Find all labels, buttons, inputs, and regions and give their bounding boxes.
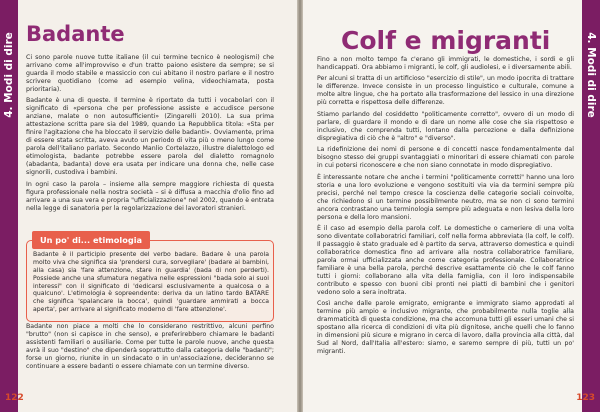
left-body-bottom: [26, 323, 274, 374]
paragraph: Per alcuni si tratta di un artificioso "esercizio di stile", un modo ipocrita di trattare le differenze. Invece consiste in un processo linguistico e culturale, comune a molte altre lingue, che ha portato alla trasformazione del lessico in una direzione più corretta e rispettosa delle differenze.: [317, 75, 574, 107]
chapter-tab-left: [0, 0, 18, 412]
paragraph: In ogni caso la parola – insieme alla sempre maggiore richiesta di questa figura professionale nella nostra società – si è diffusa a macchia d'olio fino ad arrivare a una sua vera e propria "ufficializzazione" nel 2002, quando è entrata nella legge di sanatoria per la regolarizzazione dei lavoratori stranieri.: [26, 180, 274, 212]
chapter-tab-right: [582, 0, 600, 412]
page-title-badante: Badante: [26, 22, 125, 46]
paragraph: La ridefinizione dei nomi di persone e di concetti nasce fondamentalmente dal bisogno stesso dei gruppi svantaggiati o minoritari di essere chiamati con parole in cui potersi riconoscere e che non siano connotate in modo dispregiativo.: [317, 146, 574, 170]
paragraph: È il caso ad esempio della parola colf. Le domestiche o cameriere di una volta sono diventate collaboratrici familiari, colf nella forma abbreviata (la colf, le colf). Il passaggio è stato graduale ed è partito da serva, attraverso domestica e quindi collaboratrice domestica fino ad arrivare alla nostra collaboratrice familiare, parola ormai ufficializzata anche come categoria professionale. Collaboratrice familiare è una bella parola, perché descrive esattamente ciò che le colf fanno tutti i giorni: collaborano alla vita della famiglia, con il loro indispensabile contributo e spesso con buoni cibi pronti nei piatti di bambini che i genitori vedono solo a sera inoltrata.: [317, 224, 574, 296]
paragraph: Ci sono parole nuove tutte italiane (il cui termine tecnico è neologismi) che arrivano come all'improvviso e d'un tratto paiono esistere da sempre; se si guarda il modo stabile e massiccio con cui abitano il nostro parlare e il nostro scrivere quotidiano (come ad esempio velina, videochiamata, posta prioritaria).: [26, 54, 274, 93]
left-body-top: [26, 54, 274, 216]
right-page: [303, 0, 600, 412]
etymology-text: Badante è il participio presente del verbo badare. Badare è una parola molto viva che significa sia 'prendersi cura, sorvegliare' (badare ai bambini, alla casa) sia 'fare attenzione, stare in guardia' (bada di non perderti). Possiede anche una sfumatura negativa nelle espressioni "bada solo ai suoi interessi" con il significato di 'dedicarsi esclusivamente a qualcosa o a qualcuno'. L'etimologia è sopreendente: deriva da un latino tardo BATARE che significa 'spalancare la bocca', quindi 'guardare ammirati a bocca aperta', per arrivare al significato moderno di 'fare attenzione'.: [33, 251, 269, 314]
paragraph: Fino a non molto tempo fa c'erano gli immigrati, le domestiche, i sordi e gli handicappati. Ora abbiamo i migranti, le colf, gli audiolesi, e i diversamente abili.: [317, 56, 574, 71]
etymology-box: [26, 240, 274, 322]
chapter-tab-label: 4. Modi di dire: [3, 32, 15, 118]
page-title-colf-migranti: Colf e migranti: [341, 26, 551, 55]
right-body: [317, 56, 574, 360]
chapter-tab-label: 4. Modi di dire: [585, 32, 597, 118]
page-number-left: 122: [5, 393, 24, 403]
paragraph: Badante è una di queste. Il termine è riportato da tutti i vocabolari con il significato di «persona che per professione assiste e accudisce persone anziane, malate o non autosufficienti» (Zingarelli 2010). La sua prima attestazione scritta pare sia del 1989, quando La Repubblica titola: «Sta per finire l'agitazione che ha bloccato il servizio delle badanti». Ovviamente, prima di essere stata scritta, aveva avuto un periodo di vita più o meno lungo come parola dell'italiano parlato. Secondo Manlio Cortelazzo, illustre dialettologo ed etimologista, badante potrebbe essere parola del dialetto romagnolo (abadanta, badanta) dove era usata per indicare una donna che, nelle case signorili, custodiva i bambini.: [26, 97, 274, 177]
etymology-box-title: Un po' di... etimologia: [32, 231, 150, 249]
paragraph: È interessante notare che anche i termini "politicamente corretti" hanno una loro storia e una loro evoluzione e vengono sostituiti via via da termini sempre più precisi, perché nel tempo cresce la coscienza delle categorie sociali coinvolte, che richiedono sì un termine possibilmente neutro, ma se non ci sono termini ancora contrastano una terminologia sempre più adeguata e non lesiva della loro persona e della loro mansioni.: [317, 173, 574, 221]
paragraph: Così anche dalle parole emigrato, emigrante e immigrato siamo approdati al termine più ampio e inclusivo migrante, che probabilmente nulla toglie alla drammaticità di questa condizione, ma che accomuna tutti gli esseri umani che si spostano alla ricerca di condizioni di vita più dignitose, anche quelli che lo fanno in dimensioni più sicure e migrano in cerca di lavoro, dalla provincia alla città, dal Sud al Nord, dall'Italia all'estero: siamo, e saremo sempre di più, tutti un po' migranti.: [317, 300, 574, 356]
left-page: [0, 0, 297, 412]
paragraph: Badante non piace a molti che lo considerano restrittivo, alcuni perfino "brutto" (non si capisce in che senso), e preferirebbero chiamare le badanti assistenti familiari o ausiliarie. Come per tutte le parole nuove, anche questa avrà il suo "destino" che dipenderà soprattutto dalla categoria delle "badanti"; forse un giorno, riunite in un sindacato o in un'associazione, decideranno se continuare a essere badanti o essere chiamate con un termine diverso.: [26, 323, 274, 370]
paragraph: Stiamo parlando del cosiddetto "politicamente corretto", ovvero di un modo di parlare, di guardare il mondo e di dare un nome alle cose che sia rispettoso e inclusivo, che comprenda tutti, lontano dalla percezione e dalla definizione dispregiativa di ciò che è "altro" e "diverso".: [317, 110, 574, 142]
page-number-right: 123: [576, 393, 595, 403]
